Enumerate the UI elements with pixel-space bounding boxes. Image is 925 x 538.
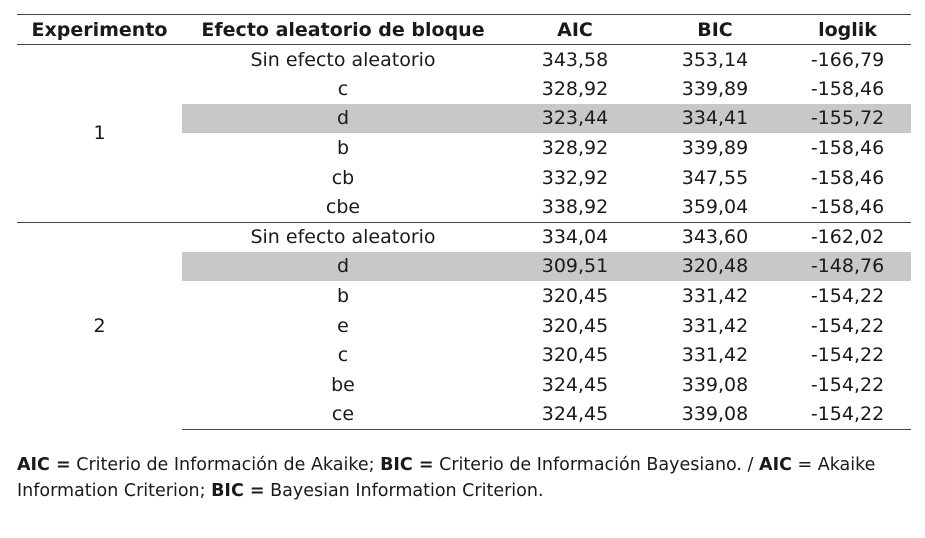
experiment-group	[17, 45, 911, 223]
footnote-aic-text-es: Criterio de Información de Akaike;	[70, 455, 381, 475]
effect-cell: d	[182, 104, 504, 134]
bic-cell: 339,89	[681, 137, 749, 160]
header-aic: AIC	[504, 15, 646, 45]
bic-cell: 347,55	[681, 166, 749, 189]
aic-cell: 334,04	[504, 222, 646, 252]
effect-cell: Sin efecto aleatorio	[250, 48, 436, 71]
header-loglik: loglik	[784, 15, 911, 45]
loglik-cell: -155,72	[784, 104, 911, 134]
experiment-number: 2	[17, 222, 182, 429]
aic-cell: 320,45	[541, 285, 609, 308]
footnote-aic-text-en: = Akaike Information Criterion;	[17, 455, 876, 501]
effect-cell: be	[331, 373, 355, 396]
bic-cell: 331,42	[681, 314, 749, 337]
footnote-aic-abbr-en: AIC	[759, 455, 792, 475]
loglik-cell: -162,02	[784, 222, 911, 252]
aic-cell: 324,45	[504, 400, 646, 430]
effect-cell: b	[336, 285, 350, 308]
effect-cell: b	[336, 137, 350, 160]
loglik-cell: -158,46	[810, 166, 885, 189]
footnote-aic-abbr-es: AIC =	[17, 455, 71, 475]
loglik-cell: -158,46	[810, 196, 885, 219]
bic-cell: 339,08	[646, 400, 784, 430]
header-row	[17, 15, 911, 45]
table-row	[17, 222, 911, 252]
loglik-cell: -158,46	[810, 77, 885, 100]
bic-cell: 343,60	[646, 222, 784, 252]
footnote-bic-text-en: Bayesian Information Criterion.	[264, 481, 544, 501]
loglik-cell: -154,22	[810, 285, 885, 308]
aic-cell: 323,44	[504, 104, 646, 134]
loglik-cell: -154,22	[784, 400, 911, 430]
bic-cell: 359,04	[681, 196, 749, 219]
bic-cell: 331,42	[681, 344, 749, 367]
bic-cell: 320,48	[646, 252, 784, 282]
loglik-cell: -154,22	[810, 344, 885, 367]
aic-cell: 338,92	[541, 196, 609, 219]
loglik-cell: -154,22	[810, 314, 885, 337]
effect-cell: c	[337, 77, 349, 100]
bic-cell: 334,41	[646, 104, 784, 134]
table-row	[17, 45, 911, 75]
loglik-cell: -148,76	[784, 252, 911, 282]
footnote-bic-abbr-es: BIC =	[380, 455, 434, 475]
bic-cell: 339,89	[681, 77, 749, 100]
bic-cell: 339,08	[681, 373, 749, 396]
experiment-group	[17, 222, 911, 429]
experiment-number: 1	[93, 122, 106, 145]
effect-cell: cbe	[325, 196, 361, 219]
footnote-bic-abbr-en: BIC =	[211, 481, 265, 501]
footnote-bic-text-es: Criterio de Información Bayesiano. /	[433, 455, 760, 475]
effect-cell: c	[337, 344, 349, 367]
aic-cell: 332,92	[541, 166, 609, 189]
aic-cell: 343,58	[541, 48, 609, 71]
bic-cell: 353,14	[681, 48, 749, 71]
model-comparison-table	[17, 14, 911, 430]
aic-cell: 320,45	[541, 314, 609, 337]
bic-cell: 331,42	[681, 285, 749, 308]
aic-cell: 320,45	[541, 344, 609, 367]
effect-cell: e	[337, 314, 349, 337]
aic-cell: 324,45	[541, 373, 609, 396]
results-table-container	[17, 14, 911, 430]
effect-cell: ce	[182, 400, 504, 430]
effect-cell: cb	[331, 166, 355, 189]
header-bic: BIC	[646, 15, 784, 45]
table-footnote	[17, 452, 917, 504]
aic-cell: 309,51	[504, 252, 646, 282]
aic-cell: 328,92	[541, 137, 609, 160]
loglik-cell: -166,79	[810, 48, 885, 71]
effect-cell: Sin efecto aleatorio	[182, 222, 504, 252]
header-effect: Efecto aleatorio de bloque	[182, 15, 504, 45]
table-header	[17, 15, 911, 45]
loglik-cell: -158,46	[810, 137, 885, 160]
aic-cell: 328,92	[541, 77, 609, 100]
effect-cell: d	[182, 252, 504, 282]
loglik-cell: -154,22	[810, 373, 885, 396]
header-experiment: Experimento	[17, 15, 182, 45]
